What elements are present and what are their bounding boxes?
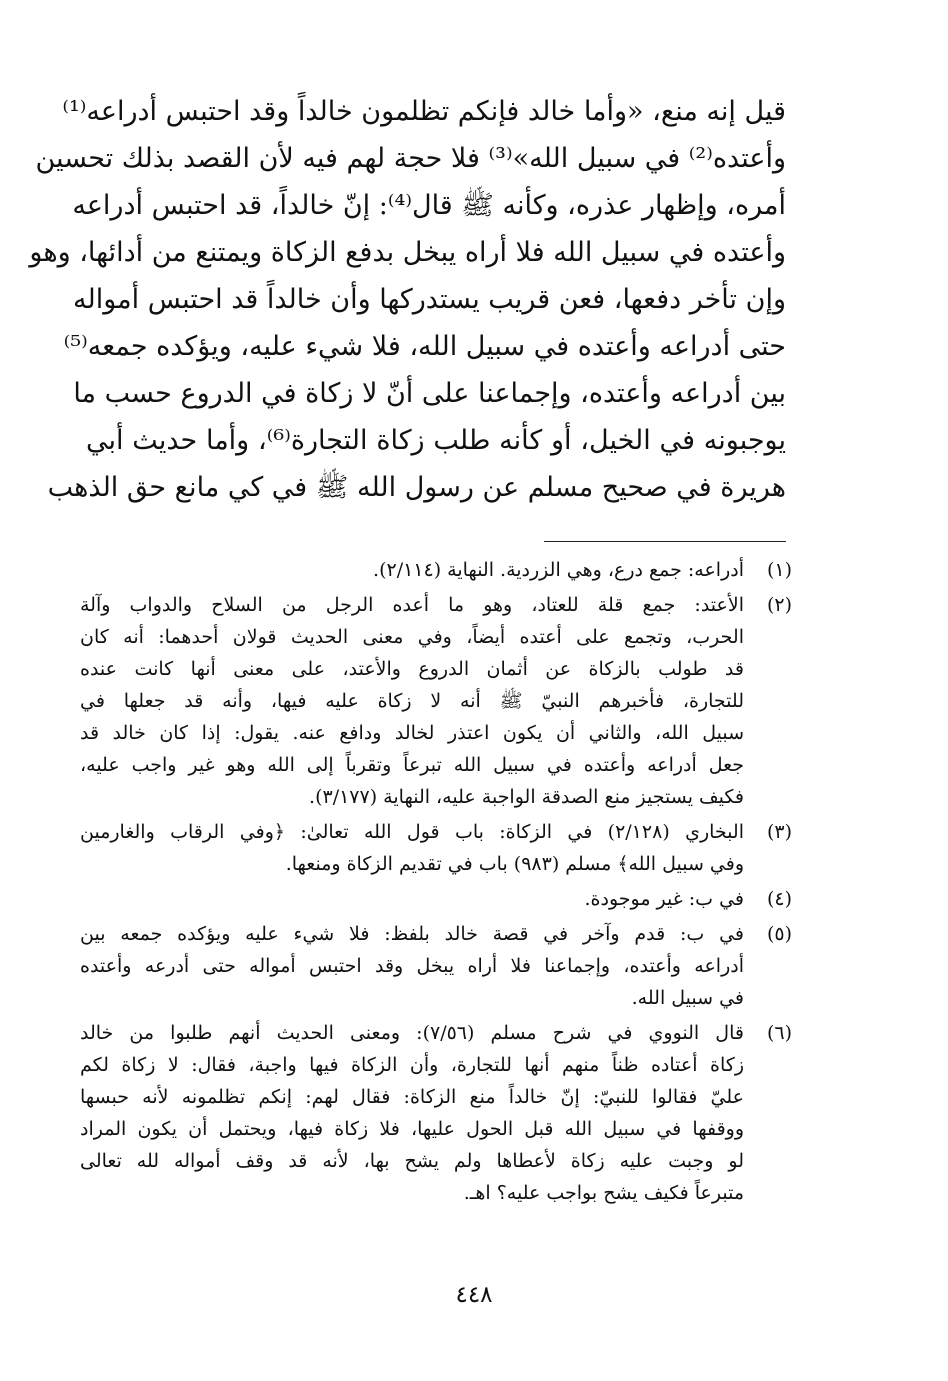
footnote-line: عليّ فقالوا للنبيّ: إنّ خالداً منع الزكاة: فقال لهم: إنكم تظلمونه لأنه حبسها <box>80 1086 744 1108</box>
footnote-line: وفي سبيل الله﴾ مسلم (٩٨٣) باب في تقديم الزكاة ومنعها. <box>285 853 744 875</box>
footnote-line: البخاري (٢/١٢٨) في الزكاة: باب قول الله تعالىٰ: ﴿وفي الرقاب والغارمين <box>80 821 744 843</box>
footnote-4 <box>80 883 792 915</box>
footnote-line: سبيل الله، والثاني أن يكون اعتذر لخالد ودافع عنه. يقول: إذا كان خالد قد <box>80 722 744 744</box>
footnote-line: قال النووي في شرح مسلم (٧/٥٦): ومعنى الحديث أنهم طلبوا من خالد <box>80 1022 744 1044</box>
footnotes-section <box>80 554 792 1212</box>
footnote-line: الحرب، وتجمع على أعتده أيضاً، وفي معنى الحديث قولان أحدهما: أنه كان <box>80 626 744 648</box>
footnote-line: في ب: غير موجودة. <box>584 888 744 910</box>
footnote-line: لو وجبت عليه زكاة لأعطاها ولم يشح بها، لأنه قد وقف أمواله لله تعالى <box>80 1150 744 1172</box>
main-text-line: حتى أدراعه وأعتده في سبيل الله، فلا شيء عليه، ويؤكده جمعه⁽⁵⁾ <box>63 331 786 362</box>
footnote-3 <box>80 816 792 880</box>
main-text-line: بين أدراعه وأعتده، وإجماعنا على أنّ لا زكاة في الدروع حسب ما <box>73 378 786 409</box>
main-text-line: هريرة في صحيح مسلم عن رسول الله ﷺ في كي مانع حق الذهب <box>47 472 786 503</box>
footnote-line: في ب: قدم وآخر في قصة خالد بلفظ: فلا شيء عليه ويؤكده جمعه بين <box>80 923 744 945</box>
main-text-line: وإن تأخر دفعها، فعن قريب يستدركها وأن خالداً قد احتبس أمواله <box>73 284 786 315</box>
footnote-6 <box>80 1017 792 1209</box>
footnote-line: جعل أدراعه وأعتده في سبيل الله تبرعاً وتقرباً إلى الله وهو غير واجب عليه، <box>80 754 744 776</box>
footnote-line: فكيف يستجيز منع الصدقة الواجبة عليه، النهاية (٣/١٧٧). <box>309 786 744 808</box>
footnote-number: (٦) <box>766 1022 792 1044</box>
footnote-line: أدراعه وأعتده، وإجماعنا فلا أراه يبخل وقد احتبس أمواله حتى أدرعه وأعتده <box>80 955 744 977</box>
footnote-number: (٣) <box>766 821 792 843</box>
footnote-number: (١) <box>766 559 792 581</box>
footnote-number: (٢) <box>766 594 792 616</box>
footnote-line: الأعتد: جمع قلة للعتاد، وهو ما أعده الرجل من السلاح والدواب وآلة <box>80 594 744 616</box>
footnote-line: في سبيل الله. <box>631 987 744 1009</box>
footnote-line: ووقفها في سبيل الله قبل الحول عليها، فلا زكاة فيها، ويحتمل أن يكون المراد <box>80 1118 745 1140</box>
footnote-line: زكاة أعتاده ظناً منهم أنها للتجارة، وأن الزكاة فيها واجبة، فقال: لا زكاة لكم <box>80 1054 744 1076</box>
main-text-block <box>29 88 786 511</box>
page-number: ٤٤٨ <box>455 1282 493 1308</box>
footnote-number: (٤) <box>766 888 792 910</box>
footnote-1 <box>80 554 792 586</box>
footnote-line: أدراعه: جمع درع، وهي الزردية. النهاية (٢/١١٤). <box>373 559 744 581</box>
footnote-number: (٥) <box>766 923 792 945</box>
footnote-divider <box>544 541 786 542</box>
footnote-line: قد طولب بالزكاة عن أثمان الدروع والأعتد، على معنى أنها كانت عنده <box>80 658 744 680</box>
footnote-line: متبرعاً فكيف يشح بواجب عليه؟ اهـ. <box>463 1182 744 1204</box>
main-text-line: يوجبونه في الخيل، أو كأنه طلب زكاة التجارة⁽⁶⁾، وأما حديث أبي <box>86 425 786 456</box>
footnote-2 <box>80 589 792 813</box>
footnote-5 <box>80 918 792 1014</box>
main-text-line: وأعتده في سبيل الله فلا أراه يبخل بدفع الزكاة ويمتنع من أدائها، وهو <box>29 237 786 268</box>
footnote-line: للتجارة، فأخبرهم النبيّ ﷺ أنه لا زكاة عليه فيها، وأنه قد جعلها في <box>80 690 744 712</box>
main-text-line: أمره، وإظهار عذره، وكأنه ﷺ قال⁽⁴⁾: إنّ خالداً، قد احتبس أدراعه <box>72 190 786 221</box>
main-text-line: قيل إنه منع، «وأما خالد فإنكم تظلمون خالداً وقد احتبس أدراعه⁽¹⁾ <box>62 96 786 127</box>
main-text-line: وأعتده⁽²⁾ في سبيل الله»⁽³⁾ فلا حجة لهم فيه لأن القصد بذلك تحسين <box>35 143 786 174</box>
